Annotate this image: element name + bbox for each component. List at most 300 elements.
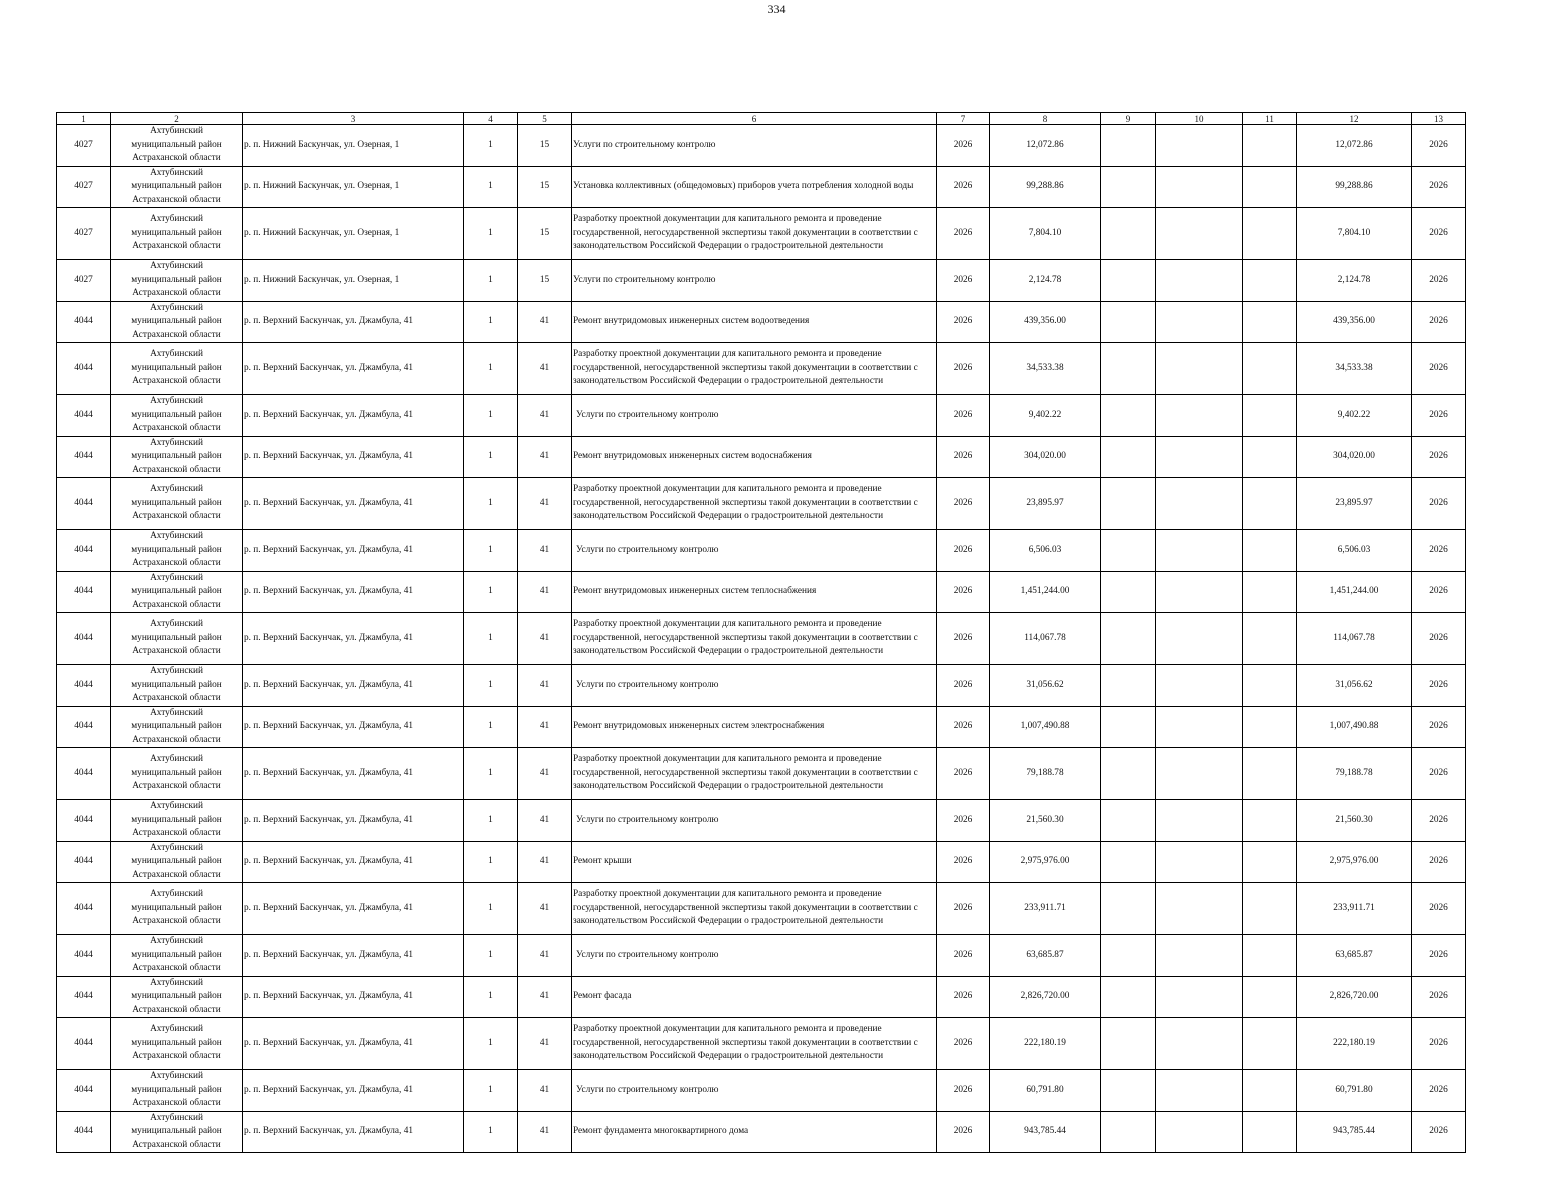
cell-year: 2026 — [1412, 800, 1466, 842]
municipality-line: Ахтубинский — [150, 1112, 203, 1123]
cell-col-10 — [1156, 883, 1243, 935]
cell-id: 4044 — [57, 800, 111, 842]
table-row — [57, 478, 1466, 530]
cell-col-11 — [1243, 125, 1297, 167]
cell-municipality — [111, 1070, 243, 1112]
municipality-line: Ахтубинский — [150, 801, 203, 811]
cell-col-9 — [1101, 530, 1156, 572]
municipality-line: Ахтубинский — [150, 619, 203, 630]
cell-work-type: Установка коллективных (общедомовых) приборов учета потребления холодной воды — [572, 166, 937, 208]
cell-col-10 — [1156, 613, 1243, 665]
municipality-line: Астраханской области — [132, 599, 221, 610]
cell-col-10 — [1156, 166, 1243, 208]
cell-col-11 — [1243, 1018, 1297, 1070]
cell-total: 9,402.22 — [1297, 395, 1412, 437]
cell-work-type: Ремонт внутридомовых инженерных систем электроснабжения — [572, 706, 937, 748]
cell-cost: 34,533.38 — [990, 343, 1101, 395]
cell-col-7: 2026 — [937, 1070, 990, 1112]
municipality-line: Астраханской области — [132, 1098, 221, 1108]
cell-col-4: 1 — [464, 166, 518, 208]
cell-year: 2026 — [1412, 436, 1466, 478]
table-row — [57, 301, 1466, 343]
municipality-line: Ахтубинский — [150, 531, 203, 541]
cell-work-type: Ремонт внутридомовых инженерных систем водоотведения — [572, 301, 937, 343]
municipality-line: Астраханской области — [132, 376, 221, 387]
municipality-line: Астраханской области — [132, 828, 221, 838]
table-row — [57, 125, 1466, 167]
cell-total: 222,180.19 — [1297, 1018, 1412, 1070]
column-number-7: 7 — [937, 113, 990, 125]
cell-cost: 2,826,720.00 — [990, 976, 1101, 1018]
municipality-line: муниципальный район — [131, 497, 222, 508]
cell-col-11 — [1243, 665, 1297, 707]
cell-col-11 — [1243, 613, 1297, 665]
municipality-line: муниципальный район — [131, 139, 222, 150]
municipality-line: Астраханской области — [132, 194, 221, 205]
municipality-line: муниципальный район — [131, 814, 222, 825]
municipality-line: Астраханской области — [132, 241, 221, 252]
cell-municipality — [111, 800, 243, 842]
cell-col-4: 1 — [464, 395, 518, 437]
table-row — [57, 706, 1466, 748]
cell-col-5: 41 — [518, 883, 572, 935]
page-number: 334 — [767, 2, 786, 16]
municipality-line: Астраханской области — [132, 153, 221, 163]
cell-col-11 — [1243, 883, 1297, 935]
table-row — [57, 935, 1466, 977]
cell-work-type: Услуги по строительному контролю — [572, 395, 937, 437]
municipality-line: Ахтубинский — [150, 126, 203, 136]
cell-year: 2026 — [1412, 613, 1466, 665]
column-number-11: 11 — [1243, 113, 1297, 125]
cell-total: 233,911.71 — [1297, 883, 1412, 935]
cell-id: 4044 — [57, 530, 111, 572]
cell-col-11 — [1243, 976, 1297, 1018]
cell-col-4: 1 — [464, 883, 518, 935]
cell-col-11 — [1243, 935, 1297, 977]
cell-col-5: 41 — [518, 706, 572, 748]
cell-cost: 222,180.19 — [990, 1018, 1101, 1070]
cell-work-type: Разработку проектной документации для капитального ремонта и проведение государственной, негосударственной экспертизы такой документации в соответствии с законодательством Российской Федерации о градостроительной деятельности — [572, 208, 937, 260]
cell-id: 4044 — [57, 1111, 111, 1153]
cell-municipality — [111, 748, 243, 800]
cell-id: 4044 — [57, 571, 111, 613]
cell-col-4: 1 — [464, 976, 518, 1018]
municipality-line: муниципальный район — [131, 1037, 222, 1048]
cell-work-type: Услуги по строительному контролю — [572, 530, 937, 572]
municipality-line: Астраханской области — [132, 869, 221, 880]
municipality-line: Ахтубинский — [150, 572, 203, 583]
municipality-line: Ахтубинский — [150, 707, 203, 718]
capital-repair-table — [56, 112, 1466, 1153]
cell-col-11 — [1243, 395, 1297, 437]
cell-col-5: 41 — [518, 301, 572, 343]
cell-col-10 — [1156, 125, 1243, 167]
cell-total: 114,067.78 — [1297, 613, 1412, 665]
cell-cost: 2,124.78 — [990, 260, 1101, 302]
column-number-5: 5 — [518, 113, 572, 125]
municipality-line: Ахтубинский — [150, 936, 203, 946]
cell-col-9 — [1101, 436, 1156, 478]
cell-year: 2026 — [1412, 883, 1466, 935]
municipality-line: муниципальный район — [131, 1126, 222, 1136]
cell-municipality — [111, 260, 243, 302]
cell-year: 2026 — [1412, 301, 1466, 343]
cell-cost: 114,067.78 — [990, 613, 1101, 665]
cell-col-4: 1 — [464, 706, 518, 748]
column-number-9: 9 — [1101, 113, 1156, 125]
cell-col-5: 41 — [518, 478, 572, 530]
cell-cost: 99,288.86 — [990, 166, 1101, 208]
municipality-line: Астраханской области — [132, 693, 221, 703]
cell-municipality — [111, 976, 243, 1018]
cell-col-10 — [1156, 530, 1243, 572]
cell-col-9 — [1101, 800, 1156, 842]
cell-id: 4044 — [57, 395, 111, 437]
cell-col-10 — [1156, 935, 1243, 977]
cell-col-4: 1 — [464, 748, 518, 800]
cell-municipality — [111, 665, 243, 707]
cell-work-type: Ремонт фундамента многоквартирного дома — [572, 1111, 937, 1153]
cell-col-10 — [1156, 1018, 1243, 1070]
table-row — [57, 260, 1466, 302]
cell-total: 21,560.30 — [1297, 800, 1412, 842]
cell-col-9 — [1101, 395, 1156, 437]
cell-municipality — [111, 395, 243, 437]
municipality-line: Ахтубинский — [150, 261, 203, 271]
cell-id: 4044 — [57, 883, 111, 935]
table-row — [57, 883, 1466, 935]
cell-year: 2026 — [1412, 530, 1466, 572]
cell-total: 2,124.78 — [1297, 260, 1412, 302]
municipality-line: Астраханской области — [132, 1051, 221, 1062]
cell-cost: 439,356.00 — [990, 301, 1101, 343]
cell-col-10 — [1156, 841, 1243, 883]
cell-col-10 — [1156, 1111, 1243, 1153]
cell-id: 4027 — [57, 125, 111, 167]
cell-total: 31,056.62 — [1297, 665, 1412, 707]
municipality-line: Ахтубинский — [150, 754, 203, 765]
municipality-line: Астраханской области — [132, 558, 221, 568]
cell-municipality — [111, 530, 243, 572]
cell-col-7: 2026 — [937, 1111, 990, 1153]
cell-total: 99,288.86 — [1297, 166, 1412, 208]
cell-year: 2026 — [1412, 343, 1466, 395]
cell-municipality — [111, 883, 243, 935]
cell-id: 4044 — [57, 301, 111, 343]
cell-work-type: Услуги по строительному контролю — [572, 125, 937, 167]
table-row — [57, 166, 1466, 208]
municipality-line: муниципальный район — [131, 721, 222, 731]
municipality-line: Ахтубинский — [150, 977, 203, 988]
municipality-line: Астраханской области — [132, 781, 221, 792]
cell-cost: 1,451,244.00 — [990, 571, 1101, 613]
cell-col-5: 41 — [518, 748, 572, 800]
cell-address: р. п. Верхний Баскунчак, ул. Джамбула, 41 — [243, 706, 464, 748]
cell-year: 2026 — [1412, 571, 1466, 613]
cell-municipality — [111, 478, 243, 530]
cell-work-type: Разработку проектной документации для капитального ремонта и проведение государственной, негосударственной экспертизы такой документации в соответствии с законодательством Российской Федерации о градостроительной деятельности — [572, 613, 937, 665]
cell-total: 7,804.10 — [1297, 208, 1412, 260]
cell-cost: 21,560.30 — [990, 800, 1101, 842]
municipality-line: муниципальный район — [131, 544, 222, 555]
cell-col-4: 1 — [464, 613, 518, 665]
cell-col-9 — [1101, 841, 1156, 883]
cell-address: р. п. Верхний Баскунчак, ул. Джамбула, 41 — [243, 436, 464, 478]
cell-work-type: Ремонт крыши — [572, 841, 937, 883]
municipality-line: муниципальный район — [131, 856, 222, 866]
cell-col-10 — [1156, 748, 1243, 800]
municipality-line: Астраханской области — [132, 1004, 221, 1015]
cell-cost: 1,007,490.88 — [990, 706, 1101, 748]
cell-total: 2,975,976.00 — [1297, 841, 1412, 883]
cell-work-type: Разработку проектной документации для капитального ремонта и проведение государственной, негосударственной экспертизы такой документации в соответствии с законодательством Российской Федерации о градостроительной деятельности — [572, 748, 937, 800]
municipality-line: Астраханской области — [132, 1139, 221, 1150]
cell-municipality — [111, 166, 243, 208]
municipality-line: муниципальный район — [131, 632, 222, 643]
cell-col-10 — [1156, 571, 1243, 613]
cell-col-9 — [1101, 1111, 1156, 1153]
cell-col-9 — [1101, 343, 1156, 395]
cell-col-5: 41 — [518, 571, 572, 613]
cell-address: р. п. Верхний Баскунчак, ул. Джамбула, 41 — [243, 1018, 464, 1070]
cell-col-9 — [1101, 706, 1156, 748]
cell-col-11 — [1243, 260, 1297, 302]
cell-col-11 — [1243, 1070, 1297, 1112]
municipality-line: муниципальный район — [131, 181, 222, 191]
cell-col-9 — [1101, 125, 1156, 167]
cell-col-5: 15 — [518, 208, 572, 260]
cell-col-5: 15 — [518, 166, 572, 208]
cell-col-7: 2026 — [937, 665, 990, 707]
column-number-1: 1 — [57, 113, 111, 125]
cell-col-11 — [1243, 530, 1297, 572]
municipality-line: муниципальный район — [131, 316, 222, 326]
cell-year: 2026 — [1412, 1111, 1466, 1153]
cell-municipality — [111, 208, 243, 260]
cell-col-10 — [1156, 665, 1243, 707]
cell-total: 2,826,720.00 — [1297, 976, 1412, 1018]
cell-id: 4044 — [57, 841, 111, 883]
cell-col-4: 1 — [464, 1018, 518, 1070]
municipality-line: муниципальный район — [131, 949, 222, 960]
cell-work-type: Услуги по строительному контролю — [572, 665, 937, 707]
municipality-line: Ахтубинский — [150, 666, 203, 676]
cell-col-10 — [1156, 976, 1243, 1018]
cell-id: 4044 — [57, 935, 111, 977]
cell-col-7: 2026 — [937, 883, 990, 935]
municipality-line: муниципальный район — [131, 767, 222, 778]
cell-id: 4044 — [57, 976, 111, 1018]
cell-col-11 — [1243, 571, 1297, 613]
municipality-line: Ахтубинский — [150, 1024, 203, 1035]
cell-col-11 — [1243, 841, 1297, 883]
cell-work-type: Разработку проектной документации для капитального ремонта и проведение государственной, негосударственной экспертизы такой документации в соответствии с законодательством Российской Федерации о градостроительной деятельности — [572, 343, 937, 395]
cell-col-4: 1 — [464, 1070, 518, 1112]
cell-year: 2026 — [1412, 208, 1466, 260]
cell-cost: 12,072.86 — [990, 125, 1101, 167]
table-row — [57, 748, 1466, 800]
cell-col-9 — [1101, 1070, 1156, 1112]
municipality-line: муниципальный район — [131, 451, 222, 461]
municipality-line: Ахтубинский — [150, 484, 203, 495]
cell-municipality — [111, 935, 243, 977]
municipality-line: Астраханской области — [132, 423, 221, 433]
cell-work-type: Разработку проектной документации для капитального ремонта и проведение государственной, негосударственной экспертизы такой документации в соответствии с законодательством Российской Федерации о градостроительной деятельности — [572, 1018, 937, 1070]
cell-col-9 — [1101, 571, 1156, 613]
cell-address: р. п. Верхний Баскунчак, ул. Джамбула, 41 — [243, 1070, 464, 1112]
table-row — [57, 976, 1466, 1018]
cell-col-7: 2026 — [937, 301, 990, 343]
cell-year: 2026 — [1412, 976, 1466, 1018]
municipality-line: муниципальный район — [131, 409, 222, 420]
cell-municipality — [111, 1018, 243, 1070]
cell-id: 4027 — [57, 166, 111, 208]
cell-year: 2026 — [1412, 395, 1466, 437]
cell-year: 2026 — [1412, 478, 1466, 530]
cell-total: 943,785.44 — [1297, 1111, 1412, 1153]
cell-total: 304,020.00 — [1297, 436, 1412, 478]
cell-col-9 — [1101, 478, 1156, 530]
cell-cost: 23,895.97 — [990, 478, 1101, 530]
cell-work-type: Ремонт внутридомовых инженерных систем водоснабжения — [572, 436, 937, 478]
municipality-line: Ахтубинский — [150, 214, 203, 225]
cell-col-10 — [1156, 436, 1243, 478]
cell-id: 4044 — [57, 478, 111, 530]
cell-cost: 31,056.62 — [990, 665, 1101, 707]
cell-year: 2026 — [1412, 665, 1466, 707]
cell-col-7: 2026 — [937, 935, 990, 977]
table-row — [57, 841, 1466, 883]
cell-col-11 — [1243, 1111, 1297, 1153]
cell-col-5: 41 — [518, 1111, 572, 1153]
column-number-8: 8 — [990, 113, 1101, 125]
cell-col-10 — [1156, 706, 1243, 748]
cell-col-11 — [1243, 478, 1297, 530]
table-row — [57, 571, 1466, 613]
cell-col-9 — [1101, 665, 1156, 707]
municipality-line: муниципальный район — [131, 902, 222, 913]
municipality-line: Ахтубинский — [150, 396, 203, 406]
cell-col-9 — [1101, 166, 1156, 208]
cell-col-5: 41 — [518, 613, 572, 665]
column-number-12: 12 — [1297, 113, 1412, 125]
cell-col-4: 1 — [464, 436, 518, 478]
cell-col-9 — [1101, 976, 1156, 1018]
municipality-line: Астраханской области — [132, 734, 221, 745]
cell-total: 63,685.87 — [1297, 935, 1412, 977]
cell-work-type: Услуги по строительному контролю — [572, 260, 937, 302]
cell-col-4: 1 — [464, 571, 518, 613]
table-row — [57, 343, 1466, 395]
municipality-line: Ахтубинский — [150, 1071, 203, 1081]
cell-municipality — [111, 1111, 243, 1153]
cell-total: 60,791.80 — [1297, 1070, 1412, 1112]
cell-id: 4044 — [57, 1018, 111, 1070]
cell-address: р. п. Нижний Баскунчак, ул. Озерная, 1 — [243, 208, 464, 260]
cell-col-4: 1 — [464, 530, 518, 572]
cell-cost: 6,506.03 — [990, 530, 1101, 572]
cell-col-10 — [1156, 1070, 1243, 1112]
cell-address: р. п. Верхний Баскунчак, ул. Джамбула, 41 — [243, 883, 464, 935]
cell-col-11 — [1243, 748, 1297, 800]
cell-col-5: 41 — [518, 343, 572, 395]
cell-id: 4027 — [57, 260, 111, 302]
municipality-line: Астраханской области — [132, 916, 221, 927]
cell-address: р. п. Верхний Баскунчак, ул. Джамбула, 41 — [243, 571, 464, 613]
cell-address: р. п. Нижний Баскунчак, ул. Озерная, 1 — [243, 125, 464, 167]
cell-col-4: 1 — [464, 260, 518, 302]
cell-year: 2026 — [1412, 1018, 1466, 1070]
cell-address: р. п. Верхний Баскунчак, ул. Джамбула, 41 — [243, 613, 464, 665]
cell-col-11 — [1243, 706, 1297, 748]
cell-col-10 — [1156, 301, 1243, 343]
cell-work-type: Услуги по строительному контролю — [572, 935, 937, 977]
cell-col-7: 2026 — [937, 208, 990, 260]
municipality-line: муниципальный район — [131, 679, 222, 690]
cell-year: 2026 — [1412, 748, 1466, 800]
cell-year: 2026 — [1412, 706, 1466, 748]
table-body — [57, 125, 1466, 1153]
cell-col-4: 1 — [464, 841, 518, 883]
table-row — [57, 436, 1466, 478]
table-row — [57, 1018, 1466, 1070]
cell-col-10 — [1156, 260, 1243, 302]
municipality-line: Ахтубинский — [150, 889, 203, 900]
cell-col-7: 2026 — [937, 395, 990, 437]
cell-col-10 — [1156, 800, 1243, 842]
cell-col-9 — [1101, 613, 1156, 665]
cell-col-10 — [1156, 395, 1243, 437]
cell-id: 4044 — [57, 613, 111, 665]
cell-id: 4044 — [57, 706, 111, 748]
cell-col-5: 41 — [518, 665, 572, 707]
cell-col-4: 1 — [464, 665, 518, 707]
cell-col-4: 1 — [464, 208, 518, 260]
cell-municipality — [111, 706, 243, 748]
cell-work-type: Ремонт внутридомовых инженерных систем теплоснабжения — [572, 571, 937, 613]
cell-municipality — [111, 613, 243, 665]
cell-col-9 — [1101, 1018, 1156, 1070]
cell-municipality — [111, 571, 243, 613]
cell-col-7: 2026 — [937, 478, 990, 530]
cell-year: 2026 — [1412, 841, 1466, 883]
municipality-line: Астраханской области — [132, 511, 221, 522]
cell-year: 2026 — [1412, 935, 1466, 977]
cell-total: 6,506.03 — [1297, 530, 1412, 572]
cell-year: 2026 — [1412, 260, 1466, 302]
cell-col-11 — [1243, 343, 1297, 395]
cell-address: р. п. Верхний Баскунчак, ул. Джамбула, 41 — [243, 976, 464, 1018]
cell-col-11 — [1243, 800, 1297, 842]
municipality-line: Астраханской области — [132, 464, 221, 475]
cell-col-9 — [1101, 748, 1156, 800]
cell-cost: 2,975,976.00 — [990, 841, 1101, 883]
cell-address: р. п. Верхний Баскунчак, ул. Джамбула, 41 — [243, 665, 464, 707]
cell-col-7: 2026 — [937, 841, 990, 883]
cell-cost: 7,804.10 — [990, 208, 1101, 260]
cell-address: р. п. Верхний Баскунчак, ул. Джамбула, 41 — [243, 748, 464, 800]
cell-cost: 304,020.00 — [990, 436, 1101, 478]
cell-col-5: 41 — [518, 1070, 572, 1112]
cell-col-5: 41 — [518, 841, 572, 883]
cell-address: р. п. Нижний Баскунчак, ул. Озерная, 1 — [243, 260, 464, 302]
cell-address: р. п. Верхний Баскунчак, ул. Джамбула, 41 — [243, 530, 464, 572]
table-row — [57, 395, 1466, 437]
municipality-line: муниципальный район — [131, 227, 222, 238]
cell-cost: 79,188.78 — [990, 748, 1101, 800]
cell-cost: 63,685.87 — [990, 935, 1101, 977]
